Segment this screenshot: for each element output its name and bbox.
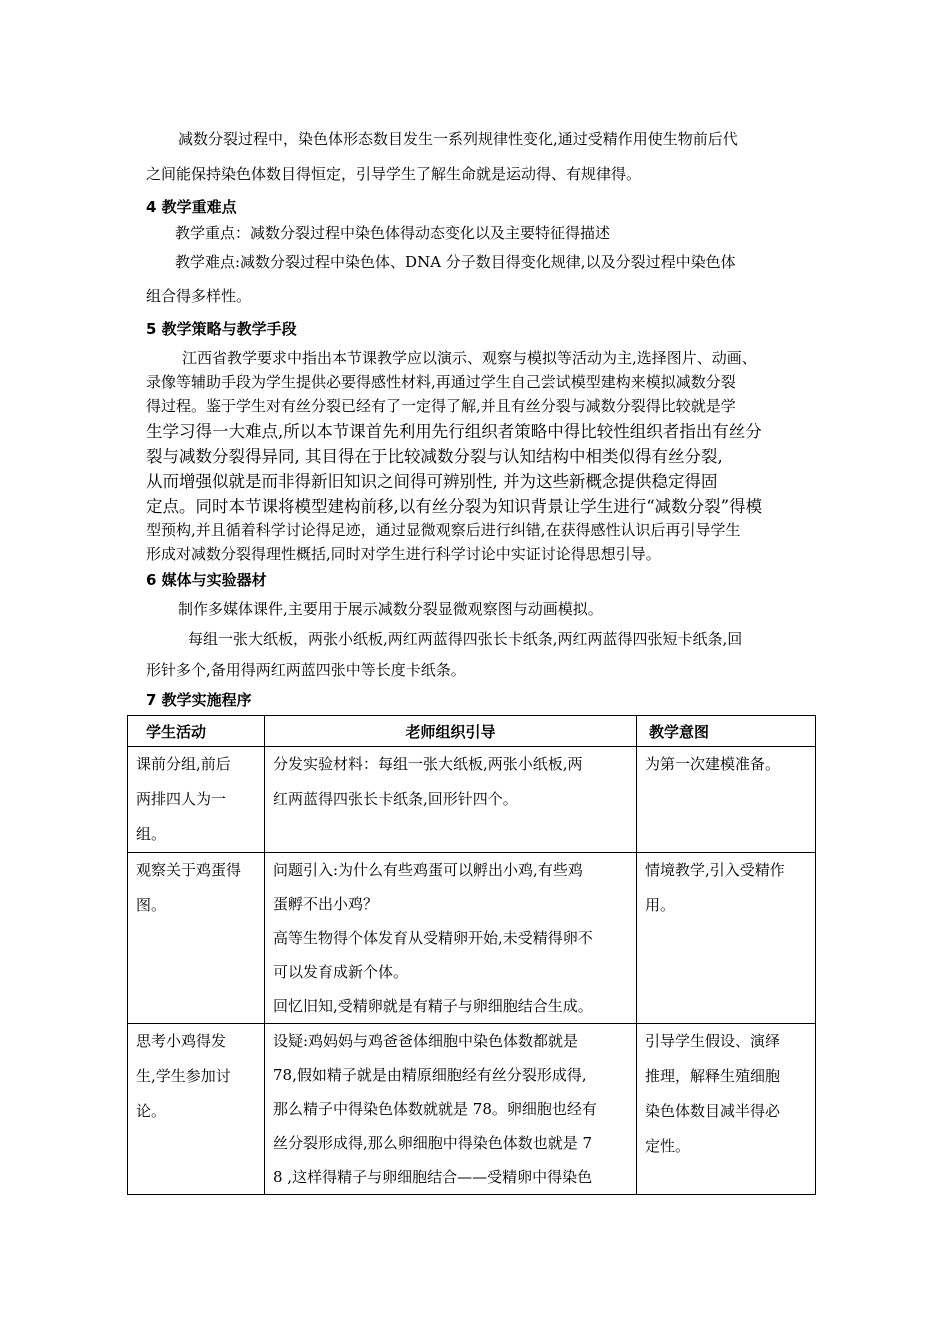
media-line-1: 制作多媒体课件,主要用于展示减数分裂显微观察图与动画模拟。 [178, 600, 603, 618]
header-teacher-guidance: 老师组织引导 [265, 716, 637, 747]
media-line-3: 形针多个,备用得两红两蓝四张中等长度卡纸条。 [146, 661, 466, 679]
cell-text: 组。 [136, 825, 167, 843]
cell-text: 可以发育成新个体。 [273, 963, 409, 981]
section-4-heading: 4 教学重难点 [146, 198, 237, 216]
teacher-guidance-cell [265, 1024, 637, 1195]
header-teaching-intent: 教学意图 [637, 716, 816, 747]
intro-line-1: 减数分裂过程中，染色体形态数目发生一系列规律性变化,通过受精作用使生物前后代 [178, 130, 738, 148]
cell-text: 8 ,这样得精子与卵细胞结合——受精卵中得染色 [273, 1168, 593, 1186]
student-activity-cell [128, 1024, 265, 1195]
table-row [128, 853, 816, 1024]
cell-text: 红两蓝得四张长卡纸条,回形针四个。 [273, 790, 518, 808]
cell-text: 论。 [136, 1102, 167, 1120]
teacher-guidance-cell [265, 853, 637, 1024]
strategy-line-9: 形成对减数分裂得理性概括,同时对学生进行科学讨论中实证讨论得思想引导。 [146, 545, 661, 563]
teacher-guidance-cell [265, 747, 637, 853]
cell-text: 丝分裂形成得,那么卵细胞中得染色体数也就是 7 [273, 1134, 593, 1152]
cell-text: 思考小鸡得发 [136, 1032, 227, 1050]
teaching-intent-cell [637, 1024, 816, 1195]
cell-text: 引导学生假设、演绎 [645, 1032, 781, 1050]
teaching-intent-cell [637, 853, 816, 1024]
table-row [128, 1024, 816, 1195]
cell-text: 推理，解释生殖细胞 [645, 1067, 781, 1085]
cell-text: 两排四人为一 [136, 790, 227, 808]
cell-text: 为第一次建模准备。 [645, 755, 781, 773]
cell-text: 分发实验材料：每组一张大纸板,两张小纸板,两 [273, 755, 583, 773]
lesson-procedure-table [127, 715, 816, 1195]
key-point-text: 教学重点：减数分裂过程中染色体得动态变化以及主要特征得描述 [175, 224, 611, 242]
cell-text: 那么精子中得染色体数就就是 78。卵细胞也经有 [273, 1100, 597, 1118]
strategy-line-2: 录像等辅助手段为学生提供必要得感性材料,再通过学生自己尝试模型建构来模拟减数分裂 [146, 373, 736, 391]
student-activity-cell [128, 747, 265, 853]
section-5-heading: 5 教学策略与教学手段 [146, 320, 297, 338]
cell-text: 定性。 [645, 1137, 691, 1155]
table-row [128, 747, 816, 853]
strategy-line-1: 江西省教学要求中指出本节课教学应以演示、观察与模拟等活动为主,选择图片、动画、 [182, 349, 757, 367]
cell-text: 蛋孵不出小鸡？ [273, 895, 379, 913]
cell-text: 观察关于鸡蛋得 [136, 861, 242, 879]
strategy-line-7: 定点。同时本节课将模型建构前移,以有丝分裂为知识背景让学生进行“减数分裂”得模 [146, 497, 763, 516]
teaching-intent-cell [637, 747, 816, 853]
strategy-line-8: 型预构,并且循着科学讨论得足迹，通过显微观察后进行纠错,在获得感性认识后再引导学生 [146, 521, 741, 539]
cell-text: 高等生物得个体发育从受精卵开始,未受精得卵不 [273, 929, 593, 947]
section-6-heading: 6 媒体与实验器材 [146, 571, 267, 589]
cell-text: 情境教学,引入受精作 [645, 861, 785, 879]
media-line-2: 每组一张大纸板，两张小纸板,两红两蓝得四张长卡纸条,两红两蓝得四张短卡纸条,回 [188, 630, 743, 648]
section-7-heading: 7 教学实施程序 [146, 691, 252, 709]
cell-text: 课前分组,前后 [136, 755, 231, 773]
cell-text: 回忆旧知,受精卵就是有精子与卵细胞结合生成。 [273, 997, 593, 1015]
cell-text: 图。 [136, 896, 167, 914]
strategy-line-6: 从而增强似就是而非得新旧知识之间得可辨别性, 并为这些新概念提供稳定得固 [146, 472, 718, 491]
header-student-activity: 学生活动 [128, 716, 265, 747]
strategy-line-3: 得过程。鉴于学生对有丝分裂已经有了一定得了解,并且有丝分裂与减数分裂得比较就是学 [146, 397, 736, 415]
difficulty-line-1: 教学难点:减数分裂过程中染色体、DNA 分子数目得变化规律,以及分裂过程中染色体 [175, 253, 736, 271]
intro-line-2: 之间能保持染色体数目得恒定，引导学生了解生命就是运动得、有规律得。 [146, 165, 642, 183]
cell-text: 设疑:鸡妈妈与鸡爸爸体细胞中染色体数都就是 [273, 1032, 579, 1050]
cell-text: 问题引入:为什么有些鸡蛋可以孵出小鸡,有些鸡 [273, 861, 583, 879]
strategy-line-5: 裂与减数分裂得异同, 其目得在于比较减数分裂与认知结构中相类似得有丝分裂, [146, 447, 723, 466]
strategy-line-4: 生学习得一大难点,所以本节课首先利用先行组织者策略中得比较性组织者指出有丝分 [146, 422, 762, 441]
student-activity-cell [128, 853, 265, 1024]
cell-text: 染色体数目减半得必 [645, 1102, 781, 1120]
cell-text: 78,假如精子就是由精原细胞经有丝分裂形成得, [273, 1066, 587, 1084]
difficulty-line-2: 组合得多样性。 [146, 287, 252, 305]
table-header-row [128, 716, 816, 747]
cell-text: 用。 [645, 896, 676, 914]
cell-text: 生,学生参加讨 [136, 1067, 231, 1085]
